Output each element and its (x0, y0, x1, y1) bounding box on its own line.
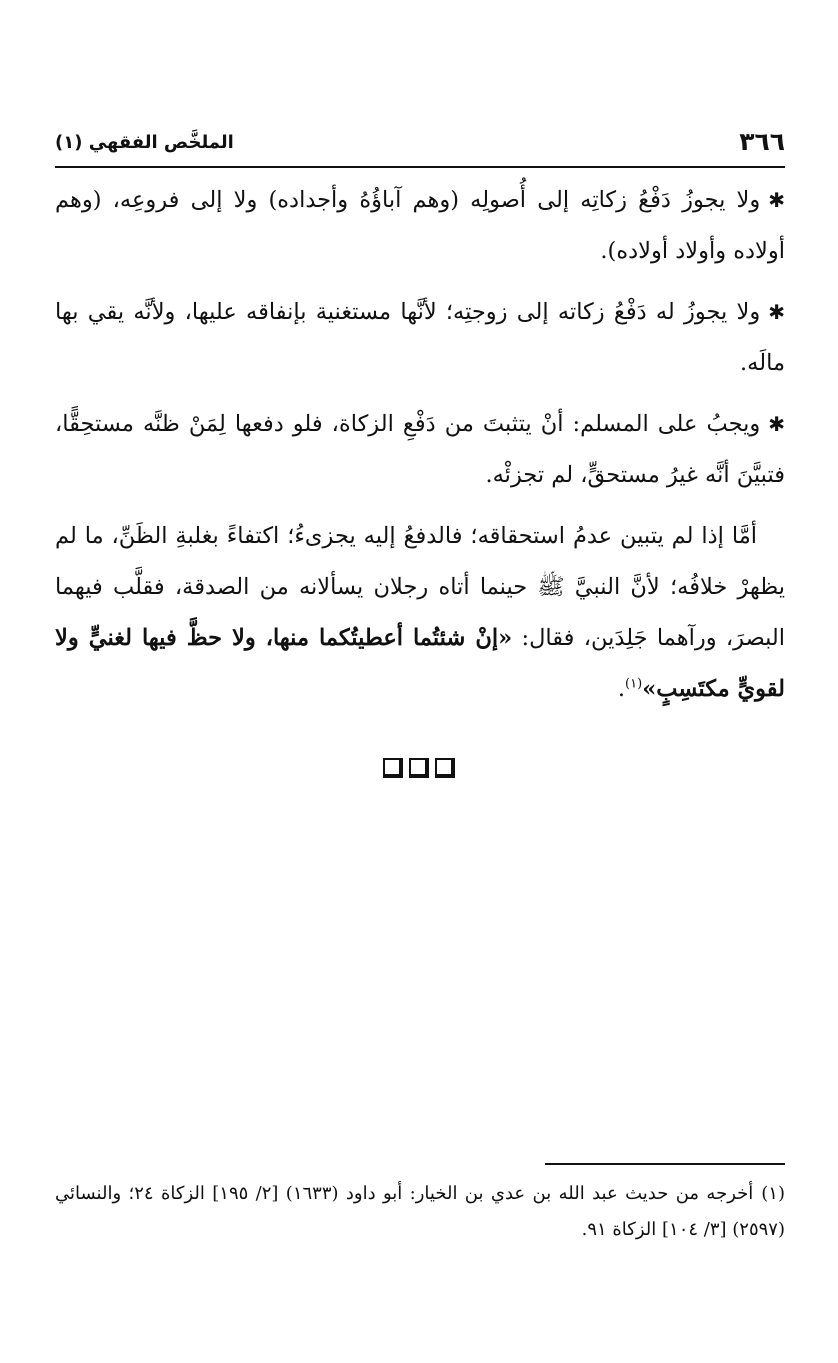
book-title: الملخَّص الفقهي (١) (55, 132, 234, 153)
paragraph-text: ويجبُ على المسلم: أنْ يتثبتَ من دَفْعِ الزكاة، فلو دفعها لِمَنْ ظنَّه مستحِقًّا، فتبيَّنَ أنَّه غيرُ مستحقٍّ، لم تجزئْه. (55, 411, 785, 488)
star-bullet-icon: ✱ (768, 188, 785, 212)
paragraph-wife (55, 287, 785, 389)
square-ornament-icon (409, 758, 429, 778)
main-text (55, 175, 785, 725)
footnote-number: (١) (761, 1183, 785, 1204)
page-number: ٣٦٦ (739, 127, 785, 156)
paragraph-text: ولا يجوزُ له دَفْعُ زكاته إلى زوجتِه؛ لأنَّها مستغنية بإنفاقه عليها، ولأنَّه يقي بها مالَه. (55, 299, 785, 376)
star-bullet-icon: ✱ (768, 412, 785, 436)
star-bullet-icon: ✱ (768, 300, 785, 324)
paragraph-verification (55, 399, 785, 501)
paragraph-hadith (55, 511, 785, 715)
footnote (55, 1176, 785, 1248)
paragraph-ascendants (55, 175, 785, 277)
footnote-divider (545, 1163, 785, 1165)
footnote-text: أخرجه من حديث عبد الله بن عدي بن الخيار: أبو داود (١٦٣٣) [٢/ ١٩٥] الزكاة ٢٤؛ والنسائي (٢٥٩٧) [٣/ ١٠٤] الزكاة ٩١. (55, 1183, 785, 1240)
hadith-quote: «إنْ شئتُما أعطيتُكما منها، ولا حظَّ فيها لغنيٍّ ولا لقويٍّ مكتَسِبٍ» (55, 625, 785, 702)
paragraph-end: . (617, 676, 626, 702)
paragraph-text: ولا يجوزُ دَفْعُ زكاتِه إلى أُصولِه (وهم آباؤُهُ وأجداده) ولا إلى فروعِه، (وهم أولاده وأولاد أولاده). (55, 187, 785, 264)
page-header (55, 118, 785, 168)
paragraph-text: أمَّا إذا لم يتبين عدمُ استحقاقه؛ فالدفعُ إليه يجزىءُ؛ اكتفاءً بغلبةِ الظَنِّ، ما لم يظهرْ خلافُه؛ لأنَّ النبيَّ ﷺ حينما أتاه رجلان يسألانه من الصدقة، فقلَّب فيهما البصرَ، ورآهما جَلِدَين، فقال: (55, 523, 785, 651)
square-ornament-icon (383, 758, 403, 778)
footnote-reference: (١) (625, 676, 643, 692)
square-ornament-icon (435, 758, 455, 778)
section-separator (0, 758, 838, 782)
